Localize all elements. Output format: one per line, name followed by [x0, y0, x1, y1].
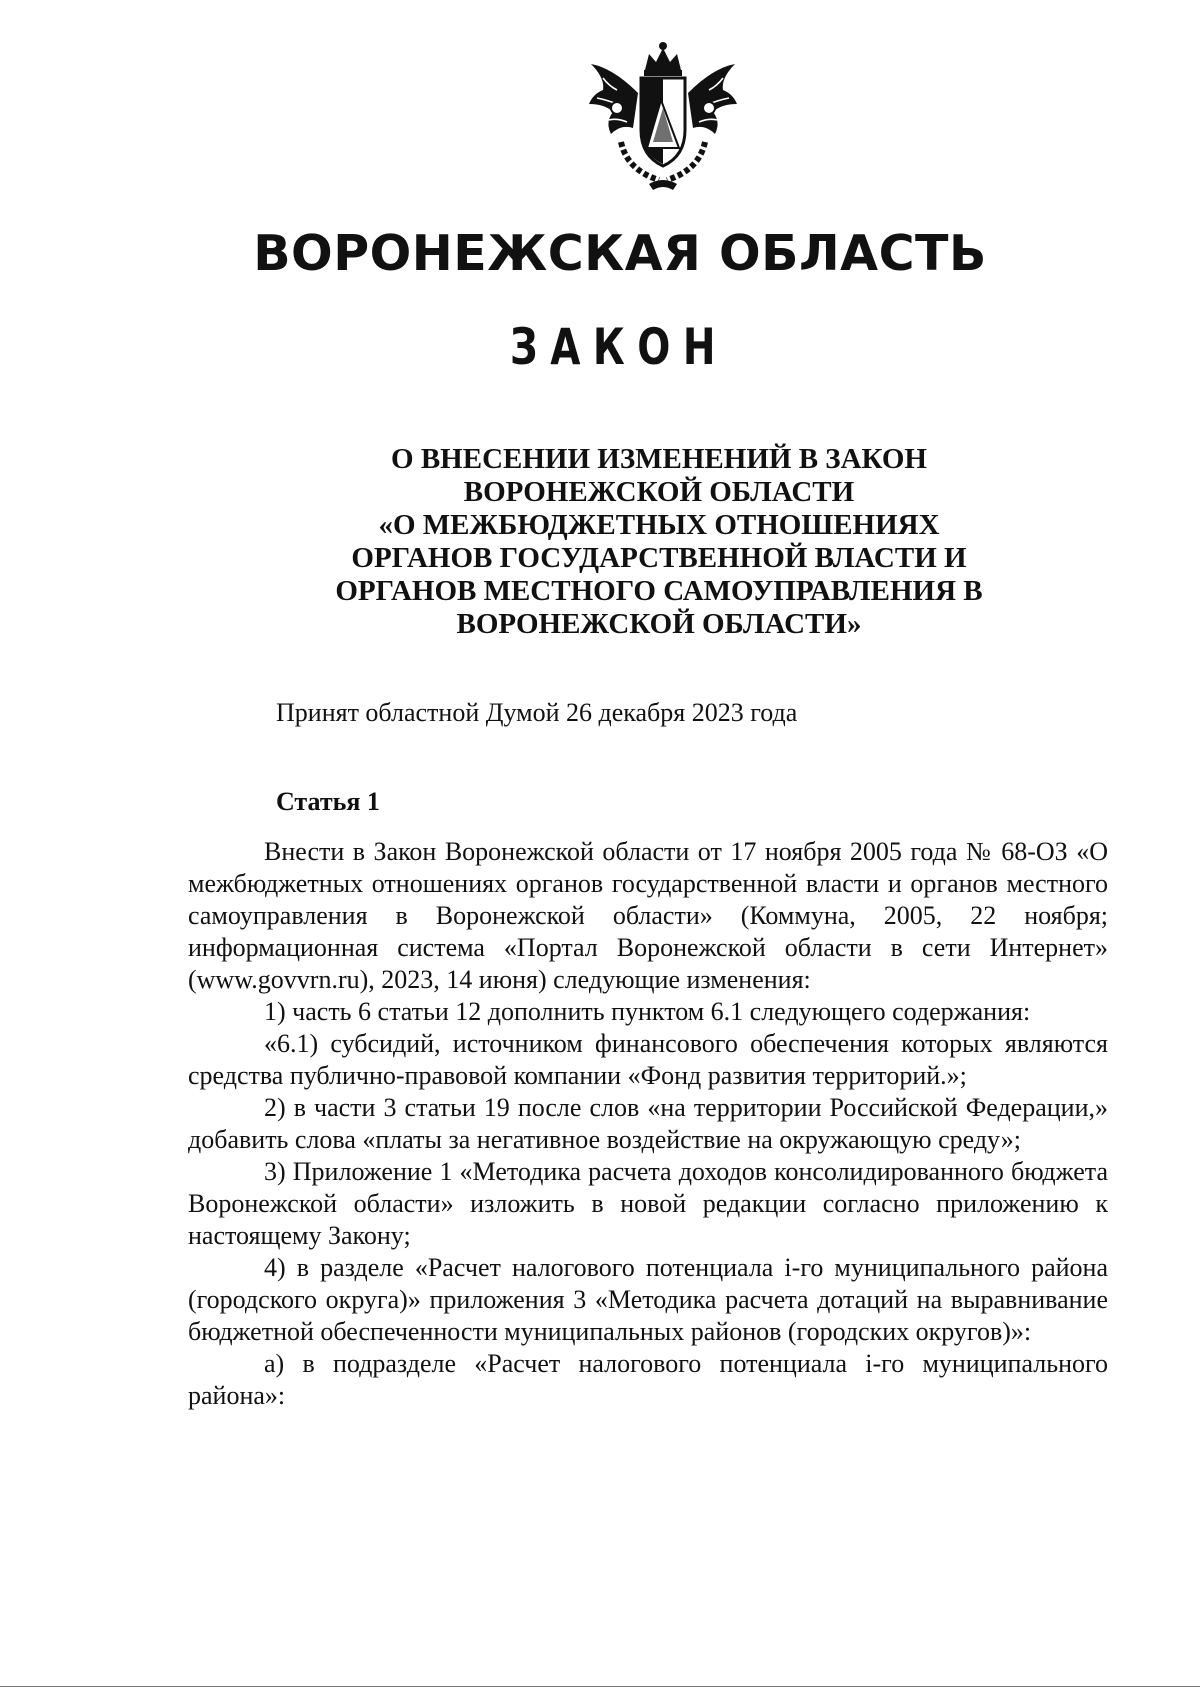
article-paragraph: 3) Приложение 1 «Методика расчета доходов консолидированного бюджета Воронежской области» изложить в новой редакции согласно приложению к настоящему Закону;: [188, 1157, 1108, 1250]
law-title-line: О ВНЕСЕНИИ ИЗМЕНЕНИЙ В ЗАКОН: [391, 443, 927, 475]
page-bottom-edge: [0, 1686, 1200, 1687]
article-paragraph: 1) часть 6 статьи 12 дополнить пунктом 6.1 следующего содержания:: [264, 997, 1031, 1026]
article-paragraph: 4) в разделе «Расчет налогового потенциала i-го муниципального района (городского округа)» приложения 3 «Методика расчета дотаций на выравнивание бюджетной обеспеченности муниципальных районов (городских округов)»:: [188, 1253, 1108, 1346]
article-paragraph: 2) в части 3 статьи 19 после слов «на территории Российской Федерации,» добавить слова «платы за негативное воздействие на окружающую среду»;: [188, 1093, 1108, 1154]
adoption-date: Принят областной Думой 26 декабря 2023 года: [276, 698, 798, 727]
document-type: ЗАКОН: [510, 318, 728, 376]
article-body: [188, 836, 1108, 1412]
coat-of-arms-icon: [583, 38, 743, 193]
law-title: [300, 443, 1018, 641]
article-paragraph: а) в подразделе «Расчет налогового потенциала i-го муниципального района»:: [188, 1349, 1108, 1410]
article-paragraph: «6.1) субсидий, источником финансового обеспечения которых являются средства публично-правовой компании «Фонд развития территорий.»;: [188, 1029, 1108, 1090]
article-paragraph: Внести в Закон Воронежской области от 17 ноября 2005 года № 68-ОЗ «О межбюджетных отношениях органов государственной власти и органов местного самоуправления в Воронежской области» (Коммуна, 2005, 22 ноября; информационная система «Портал Воронежской области в сети Интернет» (www.govvrn.ru), 2023, 14 июня) следующие изменения:: [188, 837, 1108, 994]
law-title-line: ВОРОНЕЖСКОЙ ОБЛАСТИ»: [456, 608, 862, 640]
law-title-line: ВОРОНЕЖСКОЙ ОБЛАСТИ: [463, 476, 855, 508]
law-title-line: «О МЕЖБЮДЖЕТНЫХ ОТНОШЕНИЯХ: [378, 509, 940, 541]
region-title: ВОРОНЕЖСКАЯ ОБЛАСТЬ: [253, 225, 987, 282]
article-heading: Статья 1: [276, 787, 380, 816]
law-title-line: ОРГАНОВ ГОСУДАРСТВЕННОЙ ВЛАСТИ И: [351, 542, 967, 574]
law-title-line: ОРГАНОВ МЕСТНОГО САМОУПРАВЛЕНИЯ В: [335, 575, 983, 607]
